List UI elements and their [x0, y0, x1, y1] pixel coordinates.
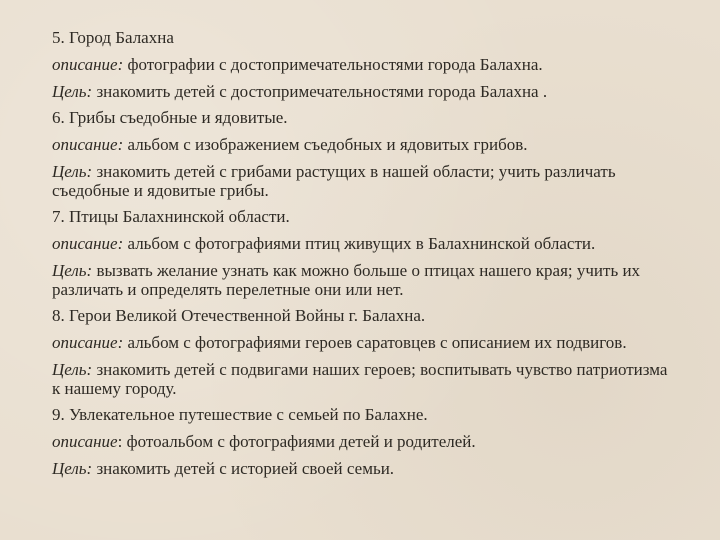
item-goal [52, 82, 672, 101]
description-label: описание: [52, 234, 124, 253]
item-title: 5. Город Балахна [52, 28, 174, 47]
goal-label: Цель: [52, 459, 93, 478]
goal-label: Цель: [52, 162, 93, 181]
goal-label: Цель: [52, 360, 93, 379]
goal-text: знакомить детей с подвигами наших героев; воспитывать чувство патриотизма к нашему городу. [52, 360, 668, 398]
item-description [52, 333, 672, 352]
item-description [52, 234, 672, 253]
description-label: описание [52, 432, 118, 451]
description-text: фотографии с достопримечательностями города Балахна. [123, 55, 543, 74]
item-description [52, 432, 672, 451]
slide-content [52, 28, 672, 478]
description-text: альбом с фотографиями птиц живущих в Балахнинской области. [123, 234, 596, 253]
goal-text: знакомить детей с грибами растущих в нашей области; учить различать съедобные и ядовитые грибы. [52, 162, 616, 200]
goal-label: Цель: [52, 261, 93, 280]
item-description [52, 55, 672, 74]
item-title: 8. Герои Великой Отечественной Войны г. Балахна. [52, 306, 426, 325]
goal-text: знакомить детей с историей своей семьи. [92, 459, 395, 478]
item-title: 6. Грибы съедобные и ядовитые. [52, 108, 288, 127]
goal-label: Цель: [52, 82, 93, 101]
description-text: альбом с изображением съедобных и ядовитых грибов. [123, 135, 528, 154]
goal-text: вызвать желание узнать как можно больше о птицах нашего края; учить их различать и определять перелетные они или нет. [52, 261, 641, 299]
description-label: описание: [52, 55, 124, 74]
description-text: альбом с фотографиями героев саратовцев с описанием их подвигов. [123, 333, 627, 352]
item-goal [52, 261, 672, 299]
item-goal [52, 360, 672, 398]
item-goal [52, 162, 672, 200]
item-title: 9. Увлекательное путешествие с семьей по Балахне. [52, 405, 428, 424]
item-description [52, 135, 672, 154]
description-text: : фотоальбом с фотографиями детей и родителей. [117, 432, 476, 451]
goal-text: знакомить детей с достопримечательностями города Балахна . [92, 82, 548, 101]
description-label: описание: [52, 135, 124, 154]
item-title: 7. Птицы Балахнинской области. [52, 207, 290, 226]
description-label: описание: [52, 333, 124, 352]
item-goal [52, 459, 672, 478]
